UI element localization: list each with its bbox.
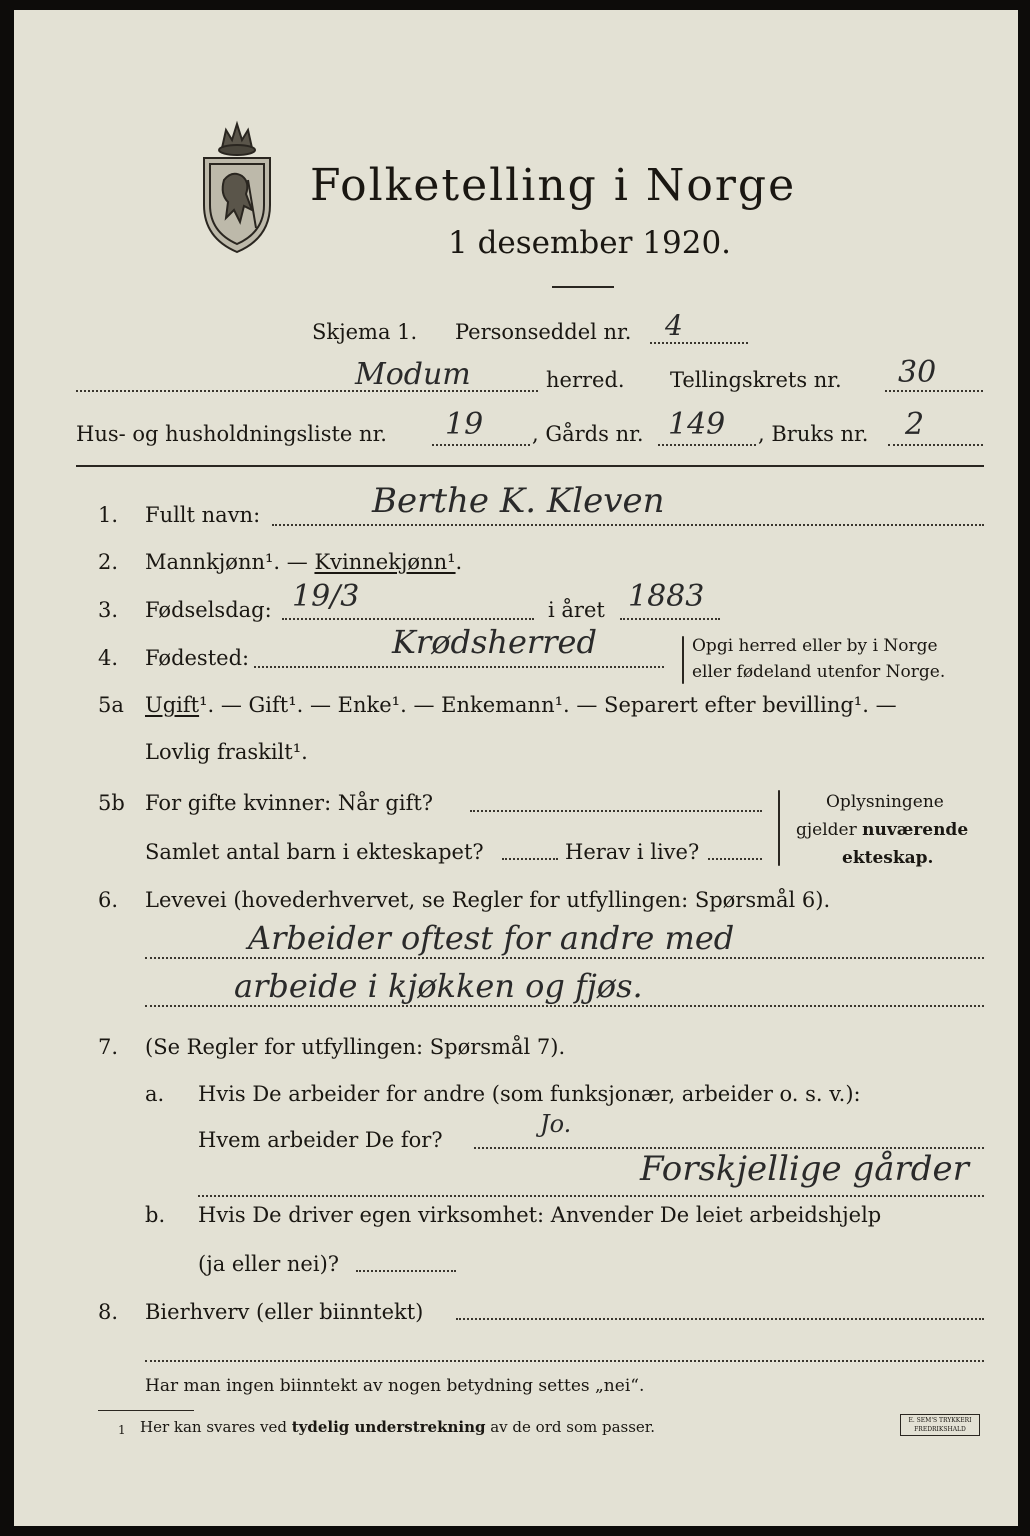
printer-line-1: E. SEM'S TRYKKERI (908, 1417, 972, 1424)
q7-number: 7. (98, 1035, 119, 1059)
q6-value-2: arbeide i kjøkken og fjøs. (234, 967, 643, 1005)
bruks-value: 2 (905, 407, 925, 442)
husliste-line (432, 444, 530, 446)
footnote-divider (98, 1410, 194, 1411)
bruks-label: , Bruks nr. (758, 422, 869, 446)
q5b-label-3: Herav i live? (565, 840, 700, 864)
q5b-label-1: For gifte kvinner: Når gift? (145, 791, 434, 815)
q7b-number: b. (145, 1203, 166, 1227)
q5b-line-3 (708, 858, 762, 860)
q2-gender (145, 552, 462, 573)
q7b-text: Hvis De driver egen virksomhet: Anvender De leiet arbeidshjelp (198, 1203, 882, 1227)
q3-birthday-value: 19/3 (292, 579, 360, 614)
q1-full-name-value: Berthe K. Kleven (372, 481, 665, 521)
personseddel-line (650, 342, 748, 344)
tellingskrets-line (885, 390, 983, 392)
q5a-line2: Lovlig fraskilt¹. (145, 740, 308, 764)
printer-line-2: FREDRIKSHALD (914, 1426, 966, 1433)
q7b-question: (ja eller nei)? (198, 1252, 340, 1276)
q4-note-2: eller fødeland utenfor Norge. (692, 662, 946, 682)
q3-label: Fødselsdag: (145, 598, 272, 622)
q1-line (272, 524, 984, 526)
schema-label: Skjema 1. (312, 320, 418, 344)
q5b-number: 5b (98, 791, 125, 815)
herred-value: Modum (355, 357, 471, 392)
title-divider (552, 286, 614, 288)
q2-mannkjonn: Mannkjønn¹. — (145, 550, 315, 574)
q5a-number: 5a (98, 693, 124, 717)
q5b-line-2 (502, 858, 558, 860)
husliste-value: 19 (445, 407, 484, 442)
q2-kvinnekjonn: Kvinnekjønn¹ (314, 550, 456, 574)
q5a-ugift: Ugift (145, 693, 200, 717)
q5b-note-2b: nuværende (862, 820, 969, 840)
norwegian-coat-of-arms-icon (192, 110, 282, 260)
q7a-line-2 (198, 1195, 984, 1197)
personseddel-label: Personseddel nr. (455, 320, 632, 344)
tellingskrets-value: 30 (898, 355, 937, 390)
printer-stamp (900, 1414, 980, 1436)
header-divider (76, 465, 984, 467)
q6-number: 6. (98, 888, 119, 912)
q8-line-2 (145, 1360, 984, 1362)
q6-line-1 (145, 957, 984, 959)
q8-line-1 (456, 1318, 984, 1320)
q2-end: . (455, 550, 463, 574)
q3-year-label: i året (548, 598, 605, 622)
tellingskrets-label: Tellingskrets nr. (670, 368, 842, 392)
form-title: Folketelling i Norge (310, 160, 797, 211)
gards-label: , Gårds nr. (532, 422, 644, 446)
husliste-label: Hus- og husholdningsliste nr. (76, 422, 387, 446)
q7b-line (356, 1270, 456, 1272)
q6-label: Levevei (hovederhvervet, se Regler for utfyllingen: Spørsmål 6). (145, 888, 831, 912)
q7a-number: a. (145, 1082, 165, 1106)
q3-year-line (620, 618, 720, 620)
q3-number: 3. (98, 598, 119, 622)
q4-note-1: Opgi herred eller by i Norge (692, 636, 938, 656)
q5a-status (145, 695, 897, 716)
q5b-note-1: Oplysningene (826, 792, 944, 812)
footer-note: Har man ingen biinntekt av nogen betydning settes „nei“. (145, 1376, 645, 1396)
q7-label: (Se Regler for utfyllingen: Spørsmål 7). (145, 1035, 566, 1059)
q5b-label-2: Samlet antal barn i ekteskapet? (145, 840, 484, 864)
q5b-note-2 (796, 822, 968, 839)
q4-label: Fødested: (145, 646, 250, 670)
q7a-value-2: Forskjellige gårder (640, 1149, 969, 1189)
q1-number: 1. (98, 503, 119, 527)
footnote-text (140, 1420, 655, 1435)
q4-note-brace (682, 636, 684, 684)
q6-value-1: Arbeider oftest for andre med (248, 919, 735, 957)
q1-label: Fullt navn: (145, 503, 261, 527)
q8-label: Bierhverv (eller biinntekt) (145, 1300, 424, 1324)
q5b-note-2a: gjelder (796, 820, 863, 840)
footnote-number: 1 (118, 1423, 126, 1437)
q5a-other-options: ¹. — Gift¹. — Enke¹. — Enkemann¹. — Separert efter bevilling¹. — (199, 693, 897, 717)
form-date: 1 desember 1920. (448, 225, 732, 261)
gards-value: 149 (668, 407, 726, 442)
q4-number: 4. (98, 646, 119, 670)
herred-label: herred. (546, 368, 625, 392)
q5b-line-1 (470, 810, 762, 812)
footnote-a: Her kan svares ved (140, 1418, 292, 1436)
q7a-value: Jo. (540, 1110, 572, 1138)
q7a-text: Hvis De arbeider for andre (som funksjonær, arbeider o. s. v.): (198, 1082, 861, 1106)
q4-birthplace-value: Krødsherred (392, 623, 597, 661)
q7a-question: Hvem arbeider De for? (198, 1128, 443, 1152)
q3-year-value: 1883 (628, 579, 705, 614)
q5b-note-3: ekteskap. (842, 848, 934, 868)
q6-line-2 (145, 1005, 984, 1007)
q2-number: 2. (98, 550, 119, 574)
personseddel-value: 4 (665, 309, 683, 342)
q3-line (282, 618, 534, 620)
gards-line (658, 444, 756, 446)
footnote-c: av de ord som passer. (485, 1418, 656, 1436)
q4-line (254, 666, 664, 668)
footnote-b: tydelig understrekning (291, 1418, 486, 1436)
q8-number: 8. (98, 1300, 119, 1324)
q5b-note-brace (778, 790, 780, 866)
bruks-line (888, 444, 983, 446)
